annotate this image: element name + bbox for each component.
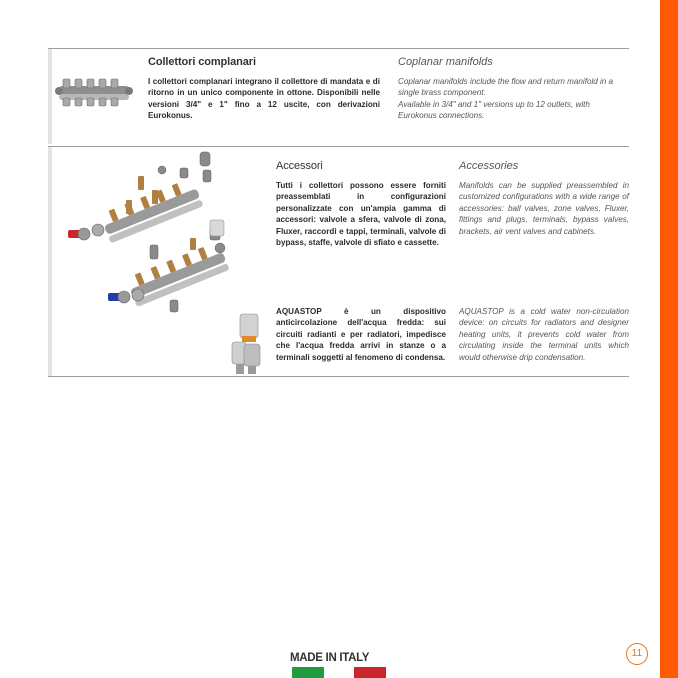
section1-body-en — [398, 76, 630, 122]
flag-red-stripe — [354, 667, 386, 678]
made-in-italy-label: MADE IN ITALY — [290, 652, 370, 664]
section2-body-it: Tutti i collettori possono essere forniti preassemblati in configurazioni personalizzate con un'ampia gamma di accessori: valvole a sfera, valvole di zona, Fluxer, raccordi e tappi, terminali, valvole di bypass, staffe, valvole di sfiato e cassette. — [276, 181, 446, 248]
section1-title-en: Coplanar manifolds — [398, 56, 493, 68]
section1-body-it: I collettori complanari integrano il collettore di mandata e di ritorno in un unico componente in ottone. Disponibili nelle versioni 3/4" e 1" fino a 12 uscite, con derivazioni Eurokonus. — [148, 77, 380, 121]
section1-body-en-line2: Available in 3/4" and 1" versions up to 12 outlets, with Eurokonus connections. — [398, 99, 590, 121]
flag-green-stripe — [292, 667, 324, 678]
coplanar-manifold-image — [55, 70, 133, 112]
aquastop-device-image — [230, 312, 268, 376]
section2-body-en: Manifolds can be supplied preassembled in customized configurations with a wide range of accessories: ball valves, zone valves, Fluxer, fittings and plugs, terminals, bypass valves, brackets, air vent valves and cabinets. — [459, 181, 629, 236]
section-accent-bar — [48, 147, 52, 376]
section3-body-en: AQUASTOP is a cold water non-circulation device: on circuits for radiators and designer heating units, it prevents cold water from circulating inside the terminal units which would otherwise drip condensation. — [459, 307, 629, 362]
section-divider-middle — [48, 146, 629, 147]
section-divider-top — [48, 48, 629, 49]
section1-body-en-line1: Coplanar manifolds include the flow and return manifold in a single brass component. — [398, 77, 614, 98]
section2-title-it: Accessori — [276, 160, 323, 172]
accessories-image — [60, 150, 240, 320]
section1-title-it: Collettori complanari — [148, 56, 256, 68]
orange-side-bar — [660, 0, 678, 678]
section3-body-it: AQUASTOP è un dispositivo anticircolazione dell'acqua fredda: sui circuiti radianti e per radiatori, impedisce che l'acqua fredda arrivi in stanze o a terminali soggetti al fenomeno di condensa. — [276, 307, 446, 362]
section-accent-bar — [48, 49, 52, 144]
section2-title-en: Accessories — [459, 160, 519, 172]
section-divider-bottom — [48, 376, 629, 377]
page-number: 11 — [626, 643, 648, 665]
